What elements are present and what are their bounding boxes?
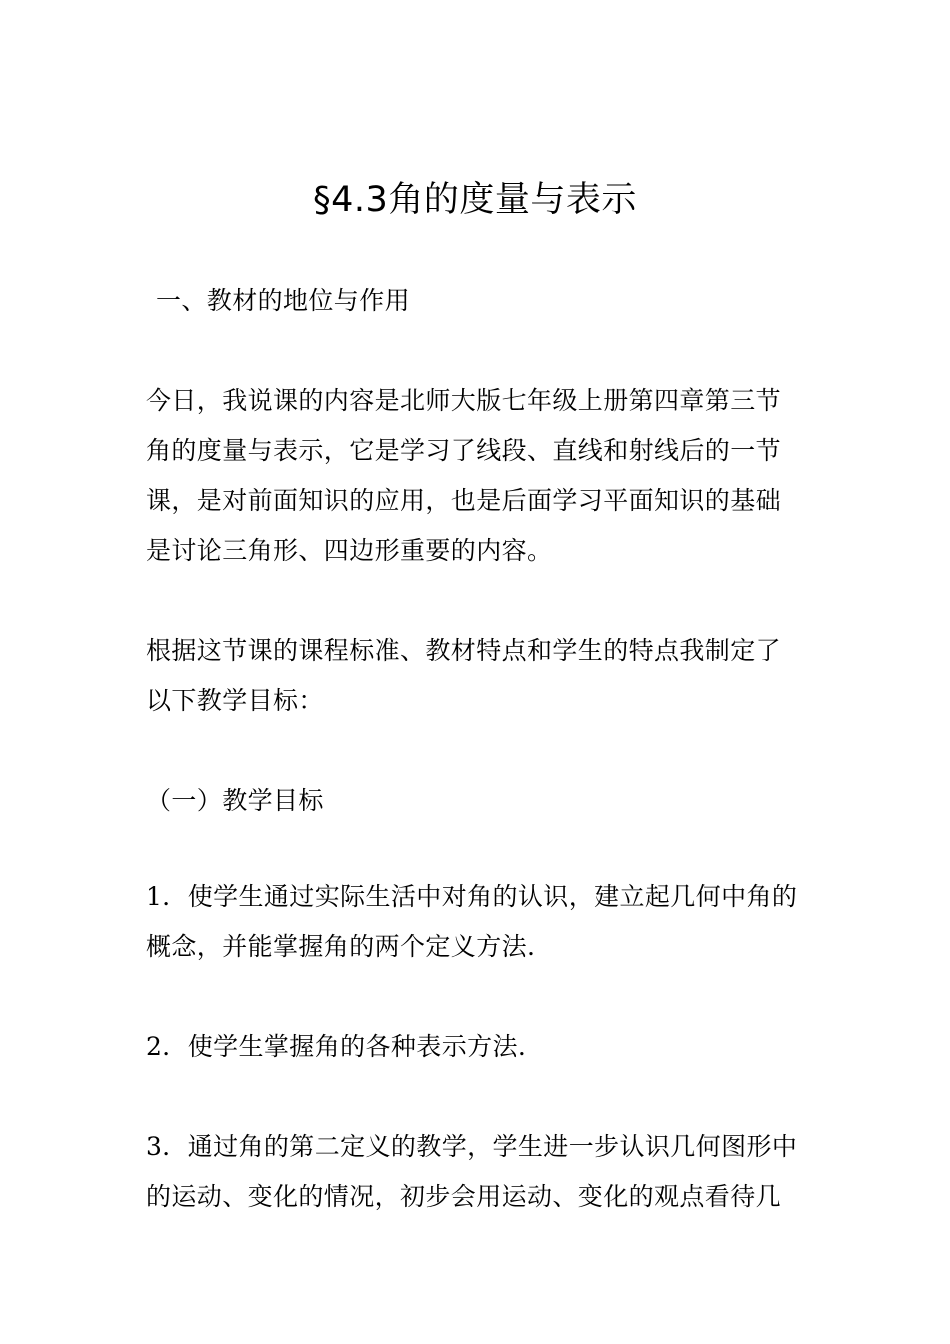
paragraph-line: 今日，我说课的内容是北师大版七年级上册第四章第三节: [146, 386, 782, 415]
paragraph-line: 根据这节课的课程标准、教材特点和学生的特点我制定了: [146, 636, 782, 665]
paragraph-line: 以下教学目标：: [146, 686, 324, 715]
paragraph-line: 2．使学生掌握角的各种表示方法.: [146, 1032, 527, 1061]
paragraph-intro: [146, 376, 810, 576]
paragraph-line: 的运动、变化的情况，初步会用运动、变化的观点看待几: [146, 1182, 782, 1211]
section-heading-role-of-material: 一、教材的地位与作用: [156, 286, 411, 315]
paragraph-line: 概念，并能掌握角的两个定义方法.: [146, 932, 536, 961]
paragraph-line: 3．通过角的第二定义的教学，学生进一步认识几何图形中: [146, 1132, 798, 1161]
subsection-heading-teaching-goals: （一）教学目标: [146, 786, 324, 815]
document-title: §4.3角的度量与表示: [313, 180, 637, 220]
paragraph-line: 角的度量与表示，它是学习了线段、直线和射线后的一节: [146, 436, 782, 465]
goal-item-3: [146, 1122, 810, 1222]
goal-item-2: [146, 1022, 810, 1072]
paragraph-goals-intro: [146, 626, 810, 726]
goal-item-1: [146, 872, 810, 972]
paragraph-line: 1．使学生通过实际生活中对角的认识，建立起几何中角的: [146, 882, 798, 911]
paragraph-line: 是讨论三角形、四边形重要的内容。: [146, 536, 553, 565]
paragraph-line: 课，是对前面知识的应用，也是后面学习平面知识的基础: [146, 486, 782, 515]
